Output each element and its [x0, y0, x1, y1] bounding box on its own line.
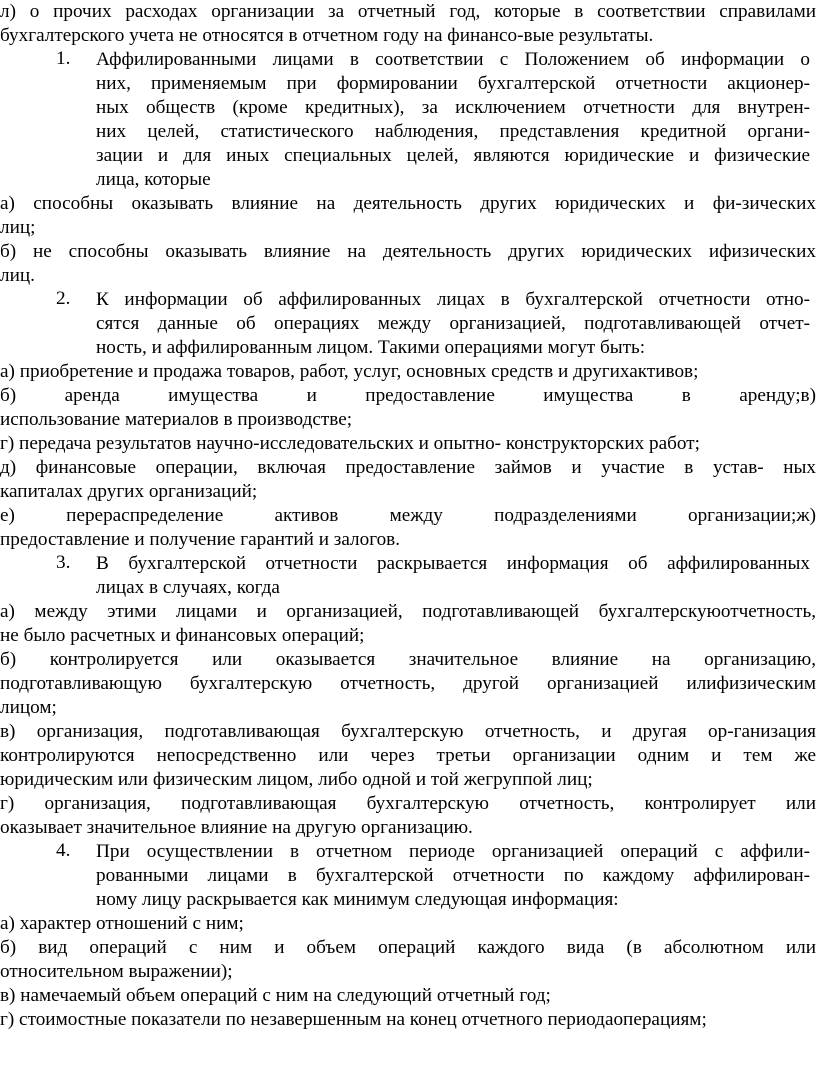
numbered-paragraph — [56, 552, 810, 600]
text-line: юридическим или физическим лицом, либо одной и той жегруппой лиц; — [0, 769, 593, 790]
text-line: лица, которые — [96, 169, 211, 190]
text-line: а) приобретение и продажа товаров, работ, услуг, основных средств и другихактивов; — [0, 361, 699, 382]
paragraph — [0, 384, 816, 432]
text-line: В бухгалтерской отчетности раскрывается информация об аффилированных — [96, 553, 810, 574]
text-line: лиц; — [0, 217, 36, 238]
paragraph — [0, 360, 816, 384]
paragraph — [0, 936, 816, 984]
paragraph — [0, 984, 816, 1008]
text-line: б) вид операций с ним и объем операций каждого вида (в абсолютном или — [0, 937, 816, 958]
numbered-paragraph — [56, 840, 810, 912]
text-line: лицах в случаях, когда — [96, 577, 280, 598]
numbered-paragraph — [56, 48, 810, 192]
paragraph — [0, 648, 816, 720]
text-line: а) характер отношений с ним; — [0, 913, 244, 934]
paragraph — [0, 192, 816, 240]
paragraph — [0, 456, 816, 504]
text-line: б) аренда имущества и предоставление имущества в аренду;в) — [0, 385, 816, 406]
paragraph-number: 1. — [56, 48, 71, 69]
text-line: а) между этими лицами и организацией, подготавливающей бухгалтерскуюотчетность, — [0, 601, 816, 622]
text-line: б) контролируется или оказывается значительное влияние на организацию, — [0, 649, 816, 670]
text-line: г) передача результатов научно-исследовательских и опытно- конструкторских работ; — [0, 433, 700, 454]
text-line: них, применяемым при формировании бухгалтерской отчетности акционер- — [96, 73, 810, 94]
text-line: использование материалов в производстве; — [0, 409, 353, 430]
text-line: относительном выражении); — [0, 961, 233, 982]
text-line: оказывает значительное влияние на другую организацию. — [0, 817, 473, 838]
text-line: При осуществлении в отчетном периоде организацией операций с аффили- — [96, 841, 810, 862]
text-line: а) способны оказывать влияние на деятельность других юридических и фи-зических — [0, 193, 816, 214]
text-line: в) намечаемый объем операций с ним на следующий отчетный год; — [0, 985, 551, 1006]
paragraph — [0, 600, 816, 648]
numbered-paragraph — [56, 288, 810, 360]
text-line: предоставление и получение гарантий и залогов. — [0, 529, 401, 550]
paragraph — [0, 1008, 816, 1032]
text-line: рованными лицами в бухгалтерской отчетности по каждому аффилирован- — [96, 865, 810, 886]
text-line: л) о прочих расходах организации за отчетный год, которые в соответствии справилами — [0, 1, 816, 22]
paragraph — [0, 912, 816, 936]
paragraph — [0, 432, 816, 456]
text-line: сятся данные об операциях между организацией, подготавливающей отчет- — [96, 313, 810, 334]
paragraph-number: 3. — [56, 552, 71, 573]
text-line: подготавливающую бухгалтерскую отчетность, другой организацией илифизическим — [0, 673, 816, 694]
paragraph — [0, 240, 816, 288]
text-line: бухгалтерского учета не относятся в отчетном году на финансо-вые результаты. — [0, 25, 654, 46]
text-line: б) не способны оказывать влияние на деятельность других юридических ифизических — [0, 241, 816, 262]
text-line: капиталах других организаций; — [0, 481, 258, 502]
paragraph-number: 4. — [56, 840, 71, 861]
text-line: е) перераспределение активов между подразделениями организации;ж) — [0, 505, 816, 526]
text-line: в) организация, подготавливающая бухгалтерскую отчетность, и другая ор-ганизация — [0, 721, 816, 742]
text-line: зации и для иных специальных целей, являются юридические и физические — [96, 145, 810, 166]
paragraph-number: 2. — [56, 288, 71, 309]
text-line: г) стоимостные показатели по незавершенным на конец отчетного периодаоперациям; — [0, 1009, 707, 1030]
paragraph — [0, 504, 816, 552]
text-line: контролируются непосредственно или через третьи организации одним и тем же — [0, 745, 816, 766]
paragraph — [0, 792, 816, 840]
text-line: г) организация, подготавливающая бухгалтерскую отчетность, контролирует или — [0, 793, 816, 814]
paragraph — [0, 0, 816, 48]
paragraph — [0, 720, 816, 792]
text-line: д) финансовые операции, включая предоставление займов и участие в устав- ных — [0, 457, 816, 478]
text-line: ных обществ (кроме кредитных), за исключением отчетности для внутрен- — [96, 97, 810, 118]
text-line: ному лицу раскрывается как минимум следующая информация: — [96, 889, 619, 910]
text-line: не было расчетных и финансовых операций; — [0, 625, 365, 646]
text-line: них целей, статистического наблюдения, представления кредитной органи- — [96, 121, 810, 142]
text-line: К информации об аффилированных лицах в бухгалтерской отчетности отно- — [96, 289, 810, 310]
text-line: Аффилированными лицами в соответствии с Положением об информации о — [96, 49, 810, 70]
text-line: лиц. — [0, 265, 35, 286]
text-line: ность, и аффилированным лицом. Такими операциями могут быть: — [96, 337, 646, 358]
text-line: лицом; — [0, 697, 57, 718]
